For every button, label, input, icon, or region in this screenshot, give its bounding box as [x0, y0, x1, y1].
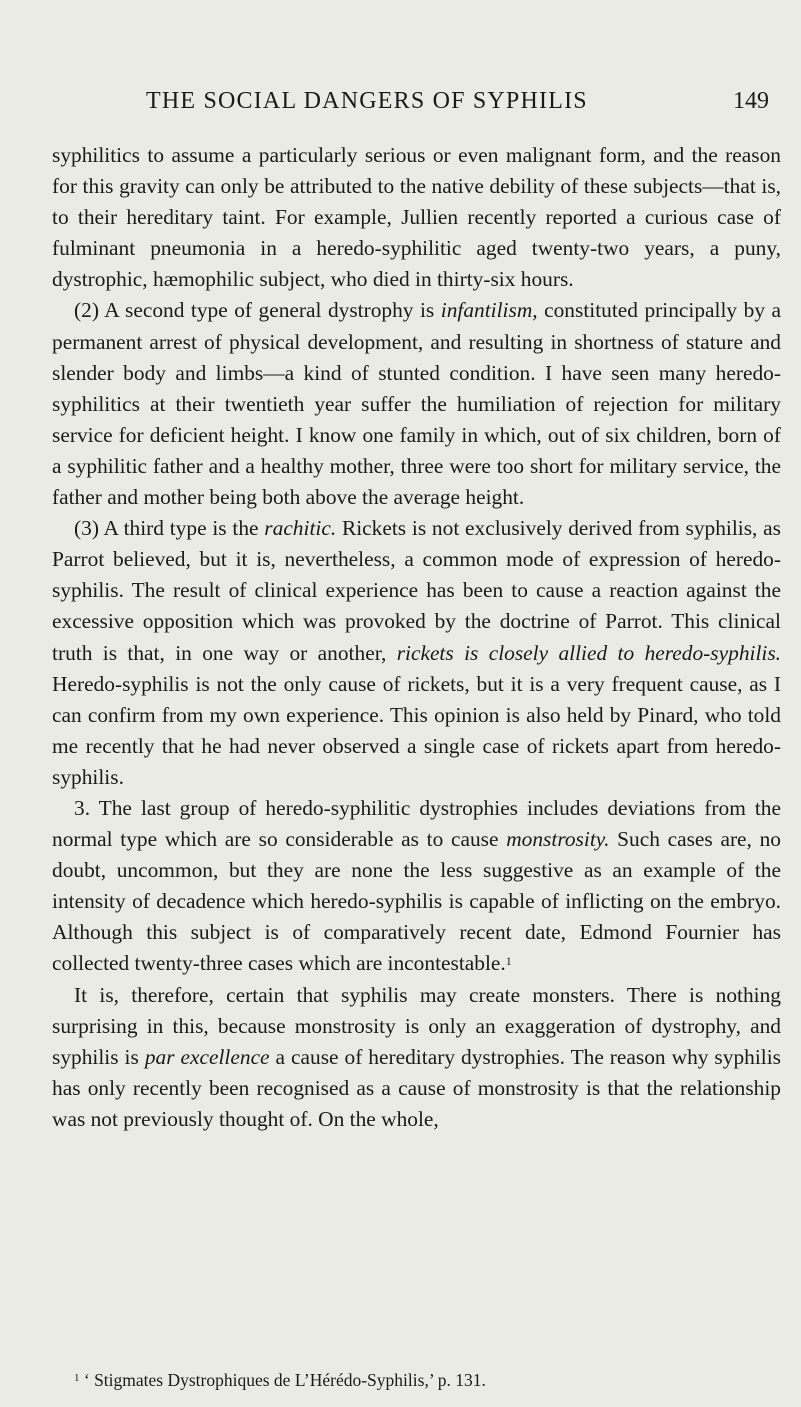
text-run: syphilitics to assume a particularly serious or even malignant form, and the reason for this gravity can only be attributed to the native debility of these subjects—that is, to their hereditary taint. For example, Jullien recently reported a curious case of fulminant pneumonia in a heredo-syphilitic aged twenty-two years, a puny, dystrophic, hæmophilic subject, who died in thirty-six hours. [52, 143, 781, 292]
text-run: 3. The last group of heredo-syphilitic dystrophies includes deviations from the normal type which are so considerable as to cause [52, 795, 781, 852]
text-run: (2) A second type of general dystrophy is [74, 298, 441, 323]
paragraph [52, 513, 781, 793]
footnote-reference: 1 [505, 954, 512, 969]
italic-text: rickets is closely allied to heredo-syphilis. [396, 640, 782, 665]
page-number: 149 [733, 88, 769, 114]
footnote [52, 1369, 781, 1391]
paragraph [52, 295, 781, 513]
text-run: (3) A third type is the [74, 516, 265, 541]
paragraph [52, 980, 781, 1135]
text-run: constituted principally by a permanent arrest of physical development, and resulting in shortness of stature and slender body and limbs—a kind of stunted condition. I have seen many heredo-syphilitics at their twentieth year suffer the humiliation of rejection for military service for deficient height. I know one family in which, out of six children, born of a syphilitic father and a healthy mother, three were too short for military service, the father and mother being both above the average height. [52, 298, 781, 510]
italic-text: par excellence [144, 1044, 270, 1069]
italic-text: rachitic. [264, 516, 337, 541]
paragraph [52, 793, 781, 980]
text-run: Such cases are, no doubt, uncommon, but they are none the less suggestive as an example of the intensity of decadence which heredo-syphilis is capable of inflicting on the embryo. Although this subject is of comparatively recent date, Edmond Fournier has collected twenty-three cases which are incontestable. [52, 827, 781, 976]
footnote-text: ‘ Stigmates Dystrophiques de L’Hérédo-Syphilis,’ p. 131. [83, 1370, 486, 1390]
italic-text: infantilism, [440, 298, 538, 323]
text-run: a cause of hereditary dystrophies. The reason why syphilis has only recently been recognised as a cause of monstrosity is that the relationship was not previously thought of. On the whole, [52, 1044, 782, 1131]
text-run: It is, therefore, certain that syphilis may create monsters. There is nothing surprising in this, because monstrosity is only an exaggeration of dystrophy, and syphilis is [52, 982, 781, 1069]
italic-text: monstrosity. [506, 827, 610, 852]
footnote-marker: 1 [74, 1372, 80, 1384]
running-title: THE SOCIAL DANGERS OF SYPHILIS [146, 88, 588, 114]
text-run: Heredo-syphilis is not the only cause of rickets, but it is a very frequent cause, as I can confirm from my own experience. This opinion is also held by Pinard, who told me recently that he had never observed a single case of rickets apart from heredo-syphilis. [52, 671, 781, 789]
paragraph [52, 140, 781, 295]
page-header [52, 88, 781, 118]
text-run: Rickets is not exclusively derived from syphilis, as Parrot believed, but it is, nevertheless, a common mode of expression of heredo-syphilis. The result of clinical experience has been to cause a reaction against the excessive opposition which was provoked by the doctrine of Parrot. This clinical truth is that, in one way or another, [52, 516, 781, 665]
body-text [52, 140, 781, 1135]
